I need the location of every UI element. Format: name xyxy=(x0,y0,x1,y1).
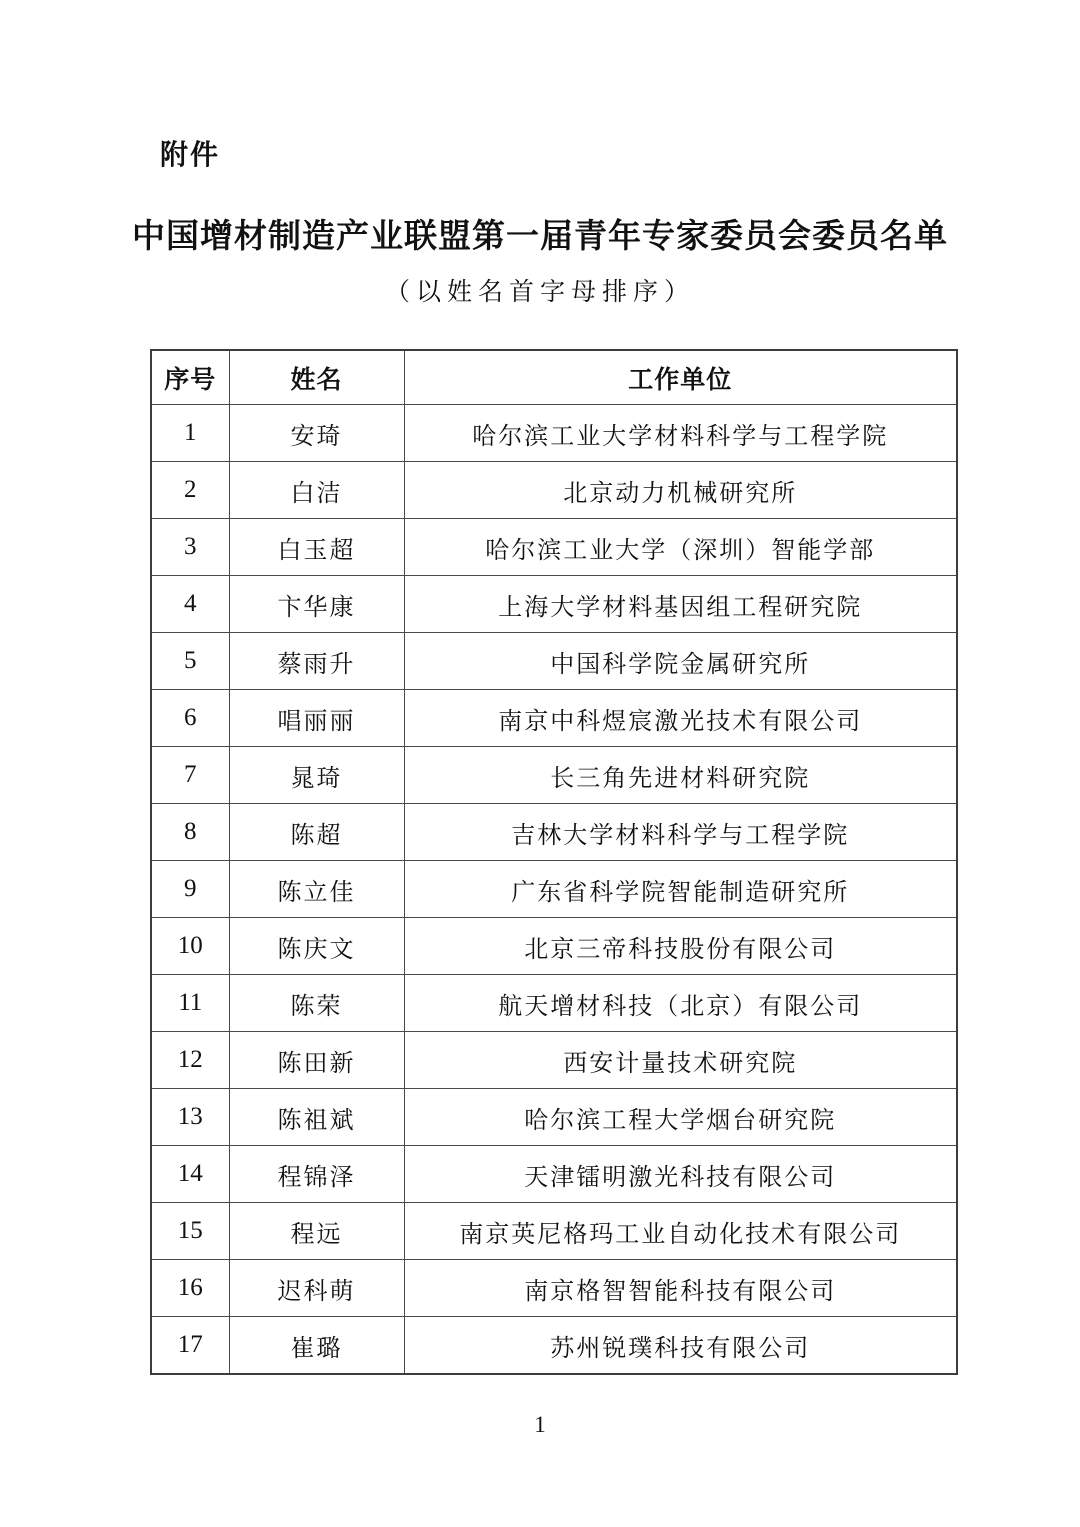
member-org-cell: 长三角先进材料研究院 xyxy=(404,747,957,804)
member-org-cell: 中国科学院金属研究所 xyxy=(404,633,957,690)
row-number-cell: 6 xyxy=(151,690,229,747)
member-name-cell: 安琦 xyxy=(229,405,404,462)
table-row xyxy=(151,918,957,975)
member-org-cell: 天津镭明激光科技有限公司 xyxy=(404,1146,957,1203)
member-org-cell: 北京三帝科技股份有限公司 xyxy=(404,918,957,975)
member-org-cell: 苏州锐璞科技有限公司 xyxy=(404,1317,957,1375)
table-row xyxy=(151,690,957,747)
member-org-cell: 哈尔滨工业大学（深圳）智能学部 xyxy=(404,519,957,576)
table-row xyxy=(151,405,957,462)
attachment-label: 附件 xyxy=(160,139,221,170)
row-number-cell: 14 xyxy=(151,1146,229,1203)
header-cell-number: 序号 xyxy=(151,350,229,405)
table-row xyxy=(151,519,957,576)
member-name-cell: 陈田新 xyxy=(229,1032,404,1089)
table-row xyxy=(151,1203,957,1260)
member-org-cell: 吉林大学材料科学与工程学院 xyxy=(404,804,957,861)
table-row xyxy=(151,1260,957,1317)
row-number-cell: 1 xyxy=(151,405,229,462)
member-name-cell: 崔璐 xyxy=(229,1317,404,1375)
member-name-cell: 蔡雨升 xyxy=(229,633,404,690)
row-number-cell: 9 xyxy=(151,861,229,918)
member-org-cell: 南京格智智能科技有限公司 xyxy=(404,1260,957,1317)
member-name-cell: 程锦泽 xyxy=(229,1146,404,1203)
table-row xyxy=(151,576,957,633)
member-org-cell: 南京中科煜宸激光技术有限公司 xyxy=(404,690,957,747)
row-number-cell: 11 xyxy=(151,975,229,1032)
member-org-cell: 南京英尼格玛工业自动化技术有限公司 xyxy=(404,1203,957,1260)
member-org-cell: 西安计量技术研究院 xyxy=(404,1032,957,1089)
member-table-container xyxy=(150,349,958,1375)
member-name-cell: 卞华康 xyxy=(229,576,404,633)
member-name-cell: 陈祖斌 xyxy=(229,1089,404,1146)
member-table-body xyxy=(151,405,957,1375)
row-number-cell: 7 xyxy=(151,747,229,804)
member-name-cell: 陈立佳 xyxy=(229,861,404,918)
table-row xyxy=(151,1146,957,1203)
member-name-cell: 陈庆文 xyxy=(229,918,404,975)
member-name-cell: 程远 xyxy=(229,1203,404,1260)
row-number-cell: 13 xyxy=(151,1089,229,1146)
page-number: 1 xyxy=(534,1412,546,1437)
table-row xyxy=(151,462,957,519)
table-row xyxy=(151,633,957,690)
page-title: 中国增材制造产业联盟第一届青年专家委员会委员名单 xyxy=(132,217,948,254)
table-row xyxy=(151,747,957,804)
member-org-cell: 哈尔滨工程大学烟台研究院 xyxy=(404,1089,957,1146)
header-cell-name: 姓名 xyxy=(229,350,404,405)
member-org-cell: 广东省科学院智能制造研究所 xyxy=(404,861,957,918)
table-header-row xyxy=(151,350,957,405)
table-row xyxy=(151,1089,957,1146)
table-row xyxy=(151,804,957,861)
member-name-cell: 迟科萌 xyxy=(229,1260,404,1317)
row-number-cell: 12 xyxy=(151,1032,229,1089)
row-number-cell: 8 xyxy=(151,804,229,861)
row-number-cell: 5 xyxy=(151,633,229,690)
member-org-cell: 哈尔滨工业大学材料科学与工程学院 xyxy=(404,405,957,462)
row-number-cell: 15 xyxy=(151,1203,229,1260)
member-org-cell: 航天增材科技（北京）有限公司 xyxy=(404,975,957,1032)
member-name-cell: 白玉超 xyxy=(229,519,404,576)
member-name-cell: 白洁 xyxy=(229,462,404,519)
member-name-cell: 陈荣 xyxy=(229,975,404,1032)
member-name-cell: 陈超 xyxy=(229,804,404,861)
page-subtitle: （以姓名首字母排序） xyxy=(384,279,695,306)
table-row xyxy=(151,975,957,1032)
row-number-cell: 10 xyxy=(151,918,229,975)
row-number-cell: 17 xyxy=(151,1317,229,1375)
row-number-cell: 3 xyxy=(151,519,229,576)
member-org-cell: 北京动力机械研究所 xyxy=(404,462,957,519)
member-org-cell: 上海大学材料基因组工程研究院 xyxy=(404,576,957,633)
table-row xyxy=(151,1317,957,1375)
row-number-cell: 4 xyxy=(151,576,229,633)
member-name-cell: 唱丽丽 xyxy=(229,690,404,747)
table-row xyxy=(151,1032,957,1089)
table-row xyxy=(151,861,957,918)
header-cell-org: 工作单位 xyxy=(404,350,957,405)
row-number-cell: 16 xyxy=(151,1260,229,1317)
member-name-cell: 晁琦 xyxy=(229,747,404,804)
member-table xyxy=(150,349,958,1375)
row-number-cell: 2 xyxy=(151,462,229,519)
